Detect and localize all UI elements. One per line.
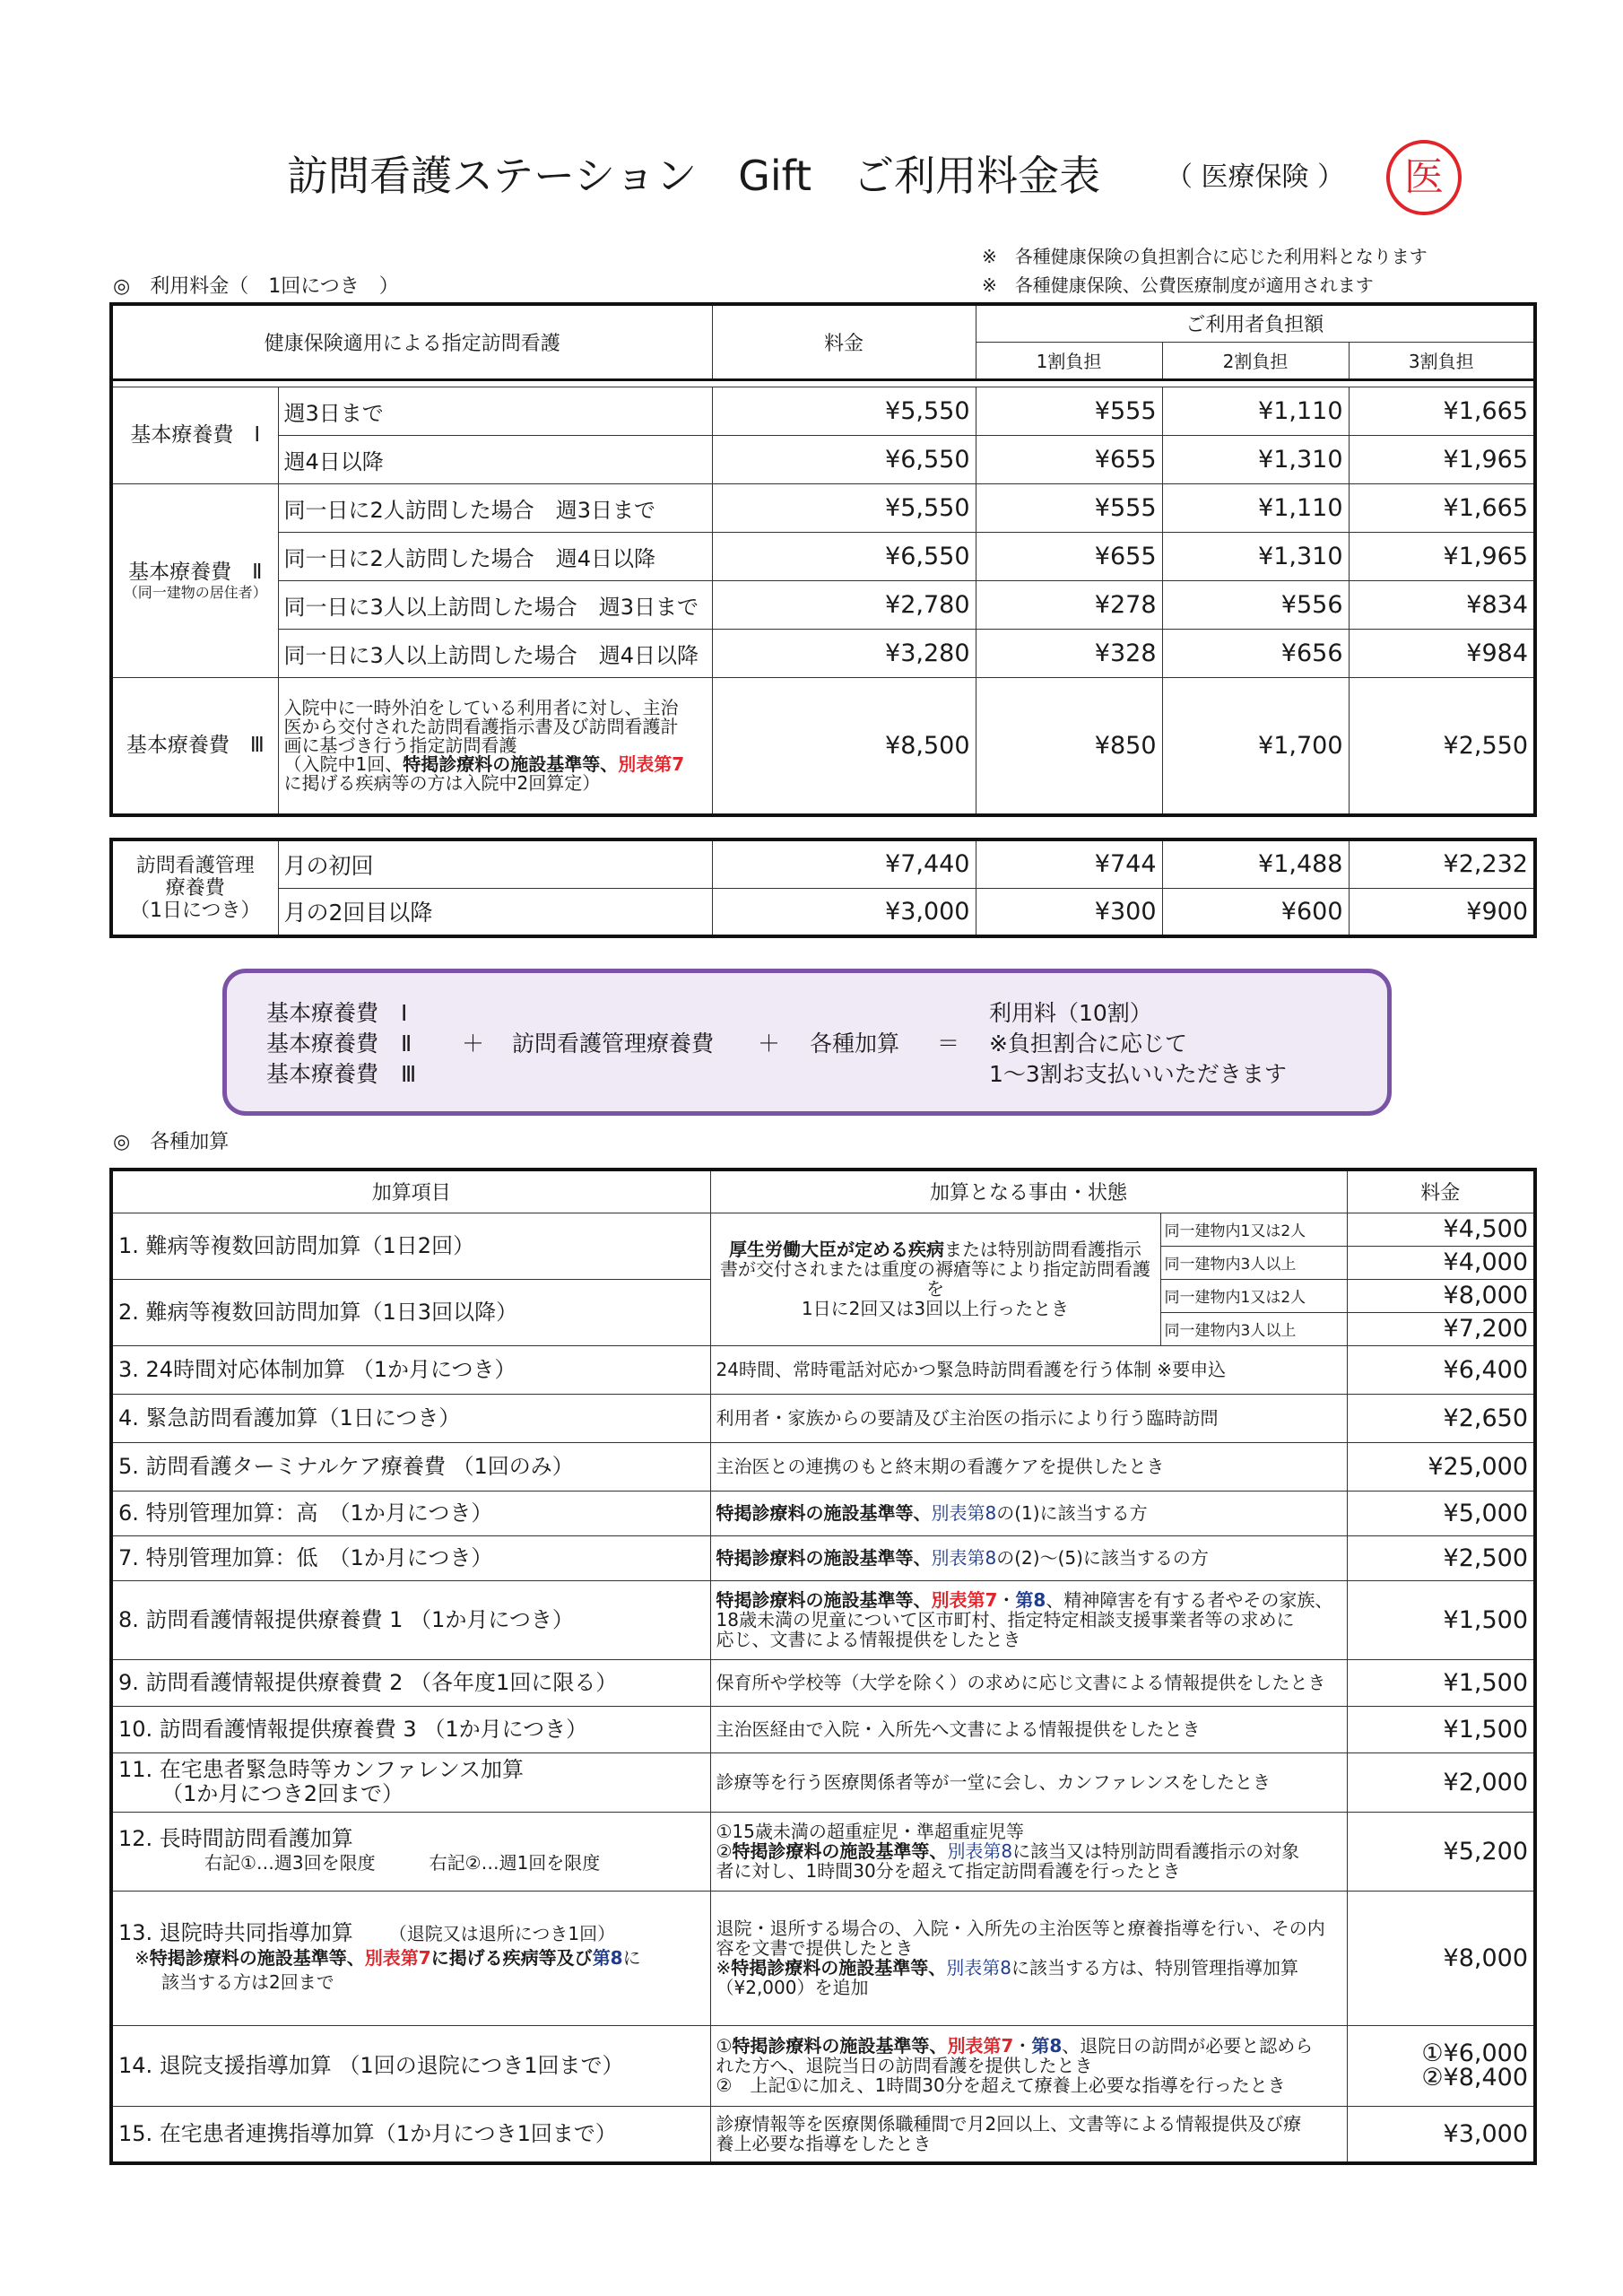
table-row: [111, 1812, 1535, 1891]
name-sub: 右記①…週3回を限度 右記②…週1回を限度: [204, 1852, 601, 1874]
addition-reason: [710, 2025, 1347, 2106]
reason-line: [716, 1841, 1341, 1861]
addition-name: 14. 退院支援指導加算 （1回の退院につき1回まで）: [111, 2025, 710, 2106]
table-row: [111, 677, 1535, 815]
note-text: ※: [135, 1947, 150, 1969]
formula-result-1: 利用料（10割）: [989, 1000, 1152, 1026]
page-title: 訪問看護ステーション Gift ご利用料金表: [287, 152, 1101, 200]
table-row: [111, 629, 1535, 677]
table-row: [111, 580, 1535, 629]
reason-line: 者に対し、1時間30分を超えて指定訪問看護を行ったとき: [716, 1860, 1181, 1882]
table-row: [111, 1442, 1535, 1491]
item-label: 同一日に3人以上訪問した場合 週3日まで: [278, 580, 712, 629]
table-row: [111, 1752, 1535, 1812]
fee-value: ¥6,550: [712, 435, 976, 483]
condition-label: 同一建物内1又は2人: [1160, 1213, 1347, 1246]
burden-3-value: ¥2,232: [1349, 839, 1535, 888]
fees-section-heading: ◎ 利用料金（ 1回につき ）: [113, 275, 399, 298]
table-row: [111, 1535, 1535, 1580]
desc-line: 医から交付された訪問看護指示書及び訪問看護計: [283, 715, 679, 737]
fee-value: ¥6,550: [712, 532, 976, 580]
fees-table: [109, 302, 1537, 817]
table-row: [111, 888, 1535, 936]
fee-value: ¥1,500: [1347, 1580, 1535, 1659]
reason-navy: 別表第8: [931, 1547, 997, 1569]
formula-result-3: 1～3割お支払いいただきます: [989, 1061, 1287, 1087]
reason-text: または特別訪問看護指示: [944, 1239, 1141, 1260]
note-text: （入院中1回、: [283, 752, 404, 775]
burden-3-value: ¥1,965: [1349, 435, 1535, 483]
reason-line: [716, 1239, 1155, 1259]
condition-label: 同一建物内3人以上: [1160, 1312, 1347, 1345]
desc-note-2: に掲げる疾病等の方は入院中2回算定）: [283, 771, 601, 794]
addition-reason: [710, 1535, 1347, 1580]
fee-value: ¥8,000: [1347, 1891, 1535, 2025]
reason-line: [716, 1958, 1341, 1978]
table-row: [111, 1706, 1535, 1752]
fee-value: ¥4,000: [1347, 1246, 1535, 1279]
reason-line: 応じ、文書による情報提供をしたとき: [716, 1629, 1021, 1650]
addition-name: 4. 緊急訪問看護加算（1日につき）: [111, 1394, 710, 1442]
insurance-type-label: （ 医療保険 ）: [1166, 161, 1345, 193]
formula-result-2: ※負担割合に応じて: [989, 1031, 1187, 1057]
reason-line: 18歳未満の児童について区市町村、指定特定相談支援事業者等の求めに: [716, 1609, 1295, 1631]
reason-bold: 厚生労働大臣が定める疾病: [729, 1239, 944, 1260]
addition-reason: 主治医経由で入院・入所先へ文書による情報提供をしたとき: [710, 1706, 1347, 1752]
name-line: [118, 1921, 705, 1946]
formula-basic-2: 基本療養費 Ⅱ: [266, 1031, 412, 1057]
fee-value: ¥7,440: [712, 839, 976, 888]
name-line: （1日につき）: [129, 899, 261, 922]
formula-management: 訪問看護管理療養費: [512, 1031, 715, 1057]
fee-line: ①¥6,000: [1421, 2039, 1529, 2067]
fee-value: ¥5,000: [1347, 1491, 1535, 1535]
fee-value: ¥25,000: [1347, 1442, 1535, 1491]
fee-formula-box: [222, 969, 1392, 1116]
reason-text: の(1)に該当する方: [996, 1502, 1148, 1524]
reason-navy: 別表第8: [931, 1502, 997, 1524]
reason-text: 、精神障害を有する者やその家族、: [1046, 1589, 1333, 1611]
addition-name: 5. 訪問看護ターミナルケア療養費 （1回のみ）: [111, 1442, 710, 1491]
burden-2-value: ¥656: [1162, 629, 1349, 677]
reason-line: ①15歳未満の超重症児・準超重症児等: [716, 1821, 1024, 1842]
name-note-2: 該当する方は2回まで: [161, 1971, 334, 1993]
burden-3-value: ¥984: [1349, 629, 1535, 677]
name-text: 13. 退院時共同指導加算: [118, 1920, 353, 1945]
table-row: [111, 1345, 1535, 1394]
fee-value: ¥5,550: [712, 483, 976, 532]
item-description: [278, 677, 712, 815]
formula-basic-3: 基本療養費 Ⅲ: [266, 1061, 417, 1087]
table-row: [111, 1491, 1535, 1535]
burden-1-value: ¥555: [976, 387, 1162, 435]
desc-line: 画に基づき行う指定訪問看護: [283, 734, 517, 756]
burden-3-value: ¥1,965: [1349, 532, 1535, 580]
formula-plus-1: ＋: [462, 1031, 485, 1057]
item-label: 月の初回: [278, 839, 712, 888]
burden-2-value: ¥556: [1162, 580, 1349, 629]
item-label: 同一日に3人以上訪問した場合 週4日以降: [278, 629, 712, 677]
name-line: 療養費: [165, 876, 225, 900]
table-row: [111, 532, 1535, 580]
fee-value: ¥8,000: [1347, 1279, 1535, 1312]
fee-value: ¥2,650: [1347, 1394, 1535, 1442]
col-header-fee: 料金: [712, 304, 976, 379]
reason-bold: 特掲診療料の施設基準等、: [716, 1547, 932, 1569]
addition-name: 8. 訪問看護情報提供療養費 1 （1か月につき）: [111, 1580, 710, 1659]
fee-value: ¥3,000: [712, 888, 976, 936]
fee-line: ②¥8,400: [1421, 2064, 1529, 2092]
reason-line: 退院・退所する場合の、入院・入所先の主治医等と療養指導を行い、その内: [716, 1918, 1325, 1939]
table-row: [111, 2025, 1535, 2106]
burden-3-value: ¥1,665: [1349, 483, 1535, 532]
col-header-burden-3: 3割負担: [1349, 342, 1535, 379]
col-header-service: 健康保険適用による指定訪問看護: [111, 304, 712, 379]
addition-name: 3. 24時間対応体制加算 （1か月につき）: [111, 1345, 710, 1394]
reason-line: 特掲診療料の施設基準等、別表第7・第8、精神障害を有する者やその家族、: [716, 1589, 1333, 1611]
addition-reason: 24時間、常時電話対応かつ緊急時訪問看護を行う体制 ※要申込: [710, 1345, 1347, 1394]
col-header-fee: 料金: [1347, 1170, 1535, 1213]
condition-label: 同一建物内1又は2人: [1160, 1279, 1347, 1312]
col-header-burden-1: 1割負担: [976, 342, 1162, 379]
reason-text: に該当する方は、特別管理指導加算: [1011, 1957, 1298, 1979]
fee-value: ¥4,500: [1347, 1213, 1535, 1246]
reason-bold: 特掲診療料の施設基準等、: [716, 1502, 932, 1524]
reason-red: 別表第7: [931, 1589, 998, 1611]
group-basic-2: [111, 483, 278, 677]
reason-bold: 特掲診療料の施設基準等、: [732, 2035, 948, 2057]
burden-1-value: ¥278: [976, 580, 1162, 629]
note-line: ※ 各種健康保険の負担割合に応じた利用料となります: [982, 246, 1428, 267]
addition-reason: [710, 1491, 1347, 1535]
reason-text: 、退院日の訪問が必要と認めら: [1062, 2035, 1314, 2057]
addition-name: 2. 難病等複数回訪問加算（1日3回以降）: [111, 1279, 710, 1345]
burden-1-value: ¥850: [976, 677, 1162, 815]
reason-bold: 特掲診療料の施設基準等、: [716, 1589, 932, 1611]
reason-line: 1日に2回又は3回以上行ったとき: [801, 1298, 1070, 1319]
addition-reason: 診療等を行う医療関係者等が一堂に会し、カンファレンスをしたとき: [710, 1752, 1347, 1812]
fee-value: [1347, 2025, 1535, 2106]
reason-text: ※: [716, 1957, 732, 1979]
medical-seal-icon: 医: [1386, 140, 1462, 215]
reason-text: ①: [716, 2035, 733, 2057]
reason-line: ①特掲診療料の施設基準等、別表第7・第8、退院日の訪問が必要と認めら: [716, 2035, 1314, 2057]
reason-line: 容を文書で提供したとき: [716, 1937, 914, 1959]
table-row: [111, 1659, 1535, 1706]
reason-bold: 特掲診療料の施設基準等、: [731, 1957, 947, 1979]
management-name: [111, 839, 278, 936]
reason-line: 書が交付されまたは重度の褥瘡等により指定訪問看護を: [720, 1258, 1150, 1300]
addition-name: 10. 訪問看護情報提供療養費 3 （1か月につき）: [111, 1706, 710, 1752]
name-note: [118, 1946, 705, 1970]
reason-line: 養上必要な指導をしたとき: [716, 2133, 932, 2155]
group-basic-3: 基本療養費 Ⅲ: [111, 677, 278, 815]
desc-note: [283, 752, 707, 775]
note-red: 別表第7: [618, 752, 685, 775]
burden-1-value: ¥655: [976, 532, 1162, 580]
reason-navy: 第8: [1015, 1589, 1046, 1611]
reason-text: に該当又は特別訪問看護指示の対象: [1012, 1840, 1300, 1862]
group-name: 基本療養費 Ⅱ: [128, 561, 263, 584]
table-row: [111, 387, 1535, 435]
burden-3-value: ¥834: [1349, 580, 1535, 629]
addition-name: 1. 難病等複数回訪問加算（1日2回）: [111, 1213, 710, 1279]
reason-red: 別表第7: [947, 2035, 1014, 2057]
table-row: [111, 2106, 1535, 2163]
burden-2-value: ¥1,110: [1162, 483, 1349, 532]
item-label: 月の2回目以降: [278, 888, 712, 936]
item-label: 同一日に2人訪問した場合 週3日まで: [278, 483, 712, 532]
fee-value: ¥2,780: [712, 580, 976, 629]
note-text: に掲げる疾病等及び: [430, 1947, 593, 1969]
burden-2-value: ¥1,310: [1162, 532, 1349, 580]
fee-value: ¥7,200: [1347, 1312, 1535, 1345]
col-header-reason: 加算となる事由・状態: [710, 1170, 1347, 1213]
addition-name: 6. 特別管理加算：高 （1か月につき）: [111, 1491, 710, 1535]
addition-reason: 保育所や学校等（大学を除く）の求めに応じ文書による情報提供をしたとき: [710, 1659, 1347, 1706]
fee-value: ¥5,550: [712, 387, 976, 435]
fee-value: ¥3,000: [1347, 2106, 1535, 2163]
reason-text: ②: [716, 1840, 733, 1862]
table-row: [111, 1213, 1535, 1246]
addition-name: [111, 1891, 710, 2025]
table-row: [111, 1891, 1535, 2025]
fee-value: ¥2,500: [1347, 1535, 1535, 1580]
item-label: 同一日に2人訪問した場合 週4日以降: [278, 532, 712, 580]
addition-reason: 主治医との連携のもと終末期の看護ケアを提供したとき: [710, 1442, 1347, 1491]
addition-reason: [710, 2106, 1347, 2163]
table-row: [111, 1394, 1535, 1442]
burden-3-value: ¥1,665: [1349, 387, 1535, 435]
name-sub: （1か月につき2回まで）: [161, 1781, 404, 1806]
addition-reason: [710, 1812, 1347, 1891]
burden-1-value: ¥655: [976, 435, 1162, 483]
note-navy: 第8: [592, 1947, 623, 1969]
formula-plus-2: ＋: [758, 1031, 781, 1057]
condition-label: 同一建物内3人以上: [1160, 1246, 1347, 1279]
formula-equals: ＝: [937, 1031, 960, 1057]
burden-1-value: ¥555: [976, 483, 1162, 532]
reason-navy: 第8: [1031, 2035, 1063, 2057]
reason-navy: 別表第8: [946, 1957, 1011, 1979]
fee-value: ¥1,500: [1347, 1659, 1535, 1706]
name-paren: （退院又は退所につき1回）: [388, 1923, 616, 1944]
table-row: [111, 1580, 1535, 1659]
note-bold: 特掲診療料の施設基準等、: [149, 1947, 365, 1969]
note-text: に: [622, 1947, 641, 1969]
reason-line: れた方へ、退院当日の訪問看護を提供したとき: [716, 2055, 1093, 2076]
additions-table: [109, 1168, 1537, 2165]
group-sub: （同一建物の居住者）: [123, 584, 267, 601]
addition-name: 9. 訪問看護情報提供療養費 2 （各年度1回に限る）: [111, 1659, 710, 1706]
addition-name: [111, 1752, 710, 1812]
reason-text: の(2)～(5)に該当するの方: [996, 1547, 1209, 1569]
burden-3-value: ¥900: [1349, 888, 1535, 936]
burden-1-value: ¥328: [976, 629, 1162, 677]
item-label: 週3日まで: [278, 387, 712, 435]
reason-bold: 特掲診療料の施設基準等、: [732, 1840, 948, 1862]
burden-1-value: ¥744: [976, 839, 1162, 888]
note-line: ※ 各種健康保険、公費医療制度が適用されます: [982, 274, 1374, 296]
burden-2-value: ¥1,110: [1162, 387, 1349, 435]
burden-3-value: ¥2,550: [1349, 677, 1535, 815]
burden-2-value: ¥600: [1162, 888, 1349, 936]
name-line: 11. 在宅患者緊急時等カンファレンス加算: [118, 1757, 524, 1782]
burden-2-value: ¥1,488: [1162, 839, 1349, 888]
burden-1-value: ¥300: [976, 888, 1162, 936]
table-row: [111, 483, 1535, 532]
reason-line: （¥2,000）を追加: [716, 1977, 869, 1998]
fee-value: ¥8,500: [712, 677, 976, 815]
additions-section-heading: ◎ 各種加算: [113, 1131, 230, 1153]
addition-reason: [710, 1580, 1347, 1659]
addition-name: 15. 在宅患者連携指導加算（1か月につき1回まで）: [111, 2106, 710, 2163]
reason-line: ② 上記①に加え、1時間30分を超えて療養上必要な指導を行ったとき: [716, 2074, 1286, 2096]
addition-reason: [710, 1213, 1160, 1345]
addition-name: [111, 1812, 710, 1891]
formula-basic-1: 基本療養費 Ⅰ: [266, 1000, 408, 1026]
item-label: 週4日以降: [278, 435, 712, 483]
addition-reason: 利用者・家族からの要請及び主治医の指示により行う臨時訪問: [710, 1394, 1347, 1442]
note-red: 別表第7: [364, 1947, 431, 1969]
note-bold: 特掲診療料の施設基準等、: [403, 752, 619, 775]
fee-value: ¥3,280: [712, 629, 976, 677]
col-header-item: 加算項目: [111, 1170, 710, 1213]
name-line: 12. 長時間訪問看護加算: [118, 1826, 353, 1851]
fee-value: ¥1,500: [1347, 1706, 1535, 1752]
fee-value: ¥2,000: [1347, 1752, 1535, 1812]
name-line: 訪問看護管理: [135, 854, 255, 877]
desc-line: 入院中に一時外泊をしている利用者に対し、主治: [283, 696, 679, 718]
formula-additions: 各種加算: [810, 1031, 900, 1057]
fee-value: ¥5,200: [1347, 1812, 1535, 1891]
addition-reason: [710, 1891, 1347, 2025]
table-row: [111, 839, 1535, 888]
burden-2-value: ¥1,700: [1162, 677, 1349, 815]
reason-navy: 別表第8: [947, 1840, 1013, 1862]
table-row: [111, 435, 1535, 483]
burden-2-value: ¥1,310: [1162, 435, 1349, 483]
header-notes: [982, 242, 1428, 300]
fee-value: ¥6,400: [1347, 1345, 1535, 1394]
group-basic-1: 基本療養費 Ⅰ: [111, 387, 278, 483]
reason-line: 診療情報等を医療関係職種間で月2回以上、文書等による情報提供及び療: [716, 2113, 1302, 2135]
col-header-burden-2: 2割負担: [1162, 342, 1349, 379]
col-header-burden: ご利用者負担額: [976, 304, 1535, 342]
addition-name: 7. 特別管理加算：低 （1か月につき）: [111, 1535, 710, 1580]
management-table: [109, 838, 1537, 938]
